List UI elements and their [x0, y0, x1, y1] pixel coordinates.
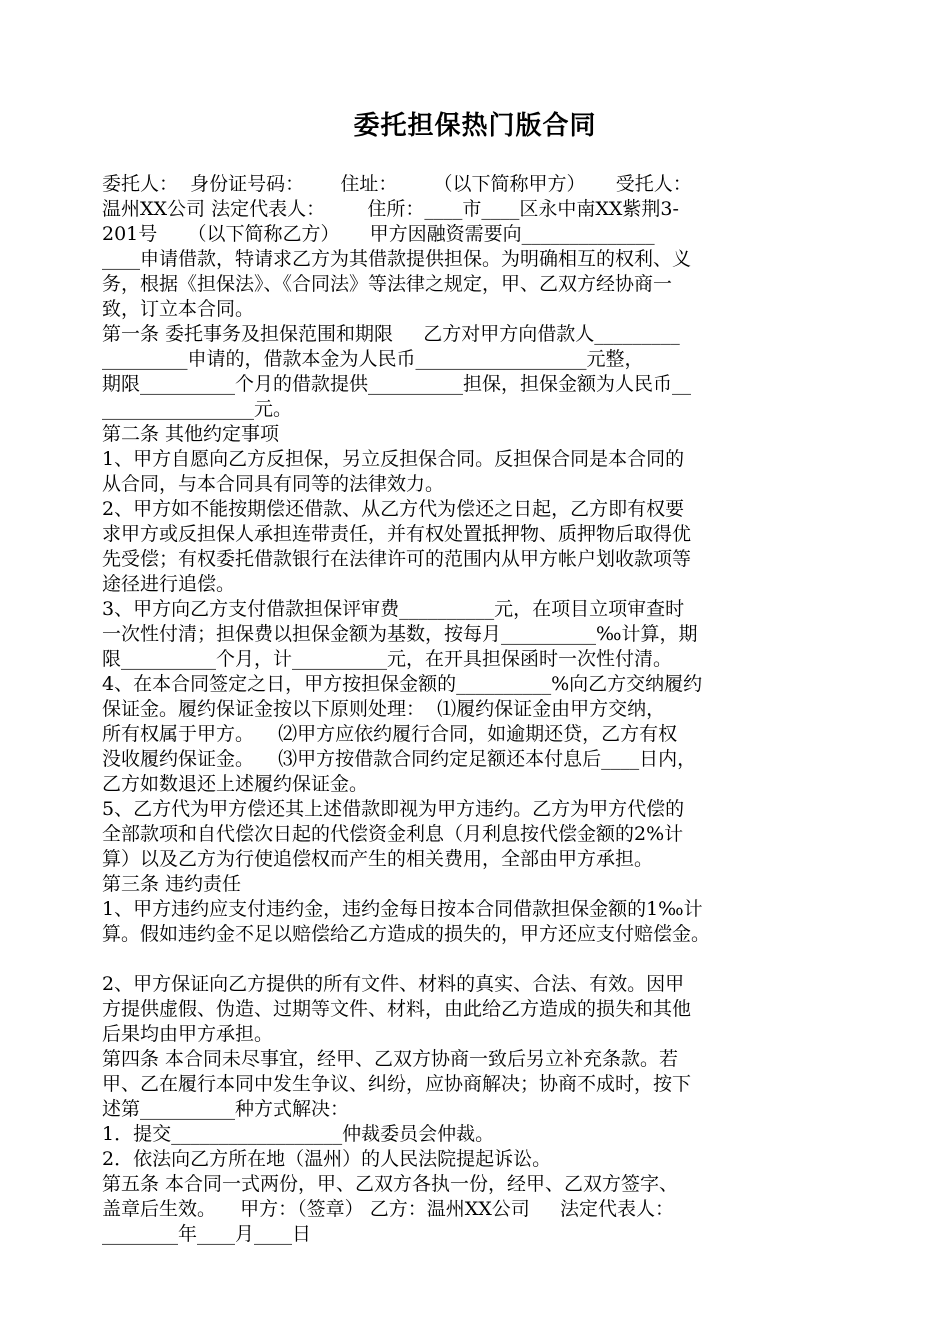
- text-line: 第五条 本合同一式两份，甲、乙双方各执一份，经甲、乙双方签字、: [102, 1173, 679, 1195]
- text-line: 2．依法向乙方所在地（温州）的人民法院提起诉讼。: [102, 1148, 552, 1170]
- text-line: 途径进行追偿。: [102, 573, 236, 595]
- text-line: 2、甲方保证向乙方提供的所有文件、材料的真实、合法、有效。因甲: [102, 973, 685, 995]
- text-line: 1、甲方违约应支付违约金，违约金每日按本合同借款担保金额的1‰计: [102, 898, 703, 920]
- text-line: 盖章后生效。 甲方：（签章） 乙方：温州XX公司 法定代表人：: [102, 1198, 674, 1220]
- text-line: 全部款项和自代偿次日起的代偿资金利息（月利息按代偿金额的2%计: [102, 823, 684, 845]
- text-line: ________________元。: [102, 398, 293, 420]
- text-line: 第二条 其他约定事项: [102, 423, 280, 445]
- text-line: 第三条 违约责任: [102, 873, 242, 895]
- text-line: 期限__________个月的借款提供__________担保，担保金额为人民币__: [102, 373, 692, 395]
- text-line: 先受偿；有权委托借款银行在法律许可的范围内从甲方帐户划收款项等: [102, 548, 692, 570]
- text-line: 从合同，与本合同具有同等的法律效力。: [102, 473, 445, 495]
- text-line: 方提供虚假、伪造、过期等文件、材料，由此给乙方造成的损失和其他: [102, 998, 692, 1020]
- document-body: [102, 172, 854, 1247]
- text-line: 委托人： 身份证号码： 住址： （以下简称甲方） 受托人：: [102, 173, 692, 195]
- text-line: ____申请借款，特请求乙方为其借款提供担保。为明确相互的权利、义: [102, 248, 692, 270]
- text-line: 乙方如数退还上述履约保证金。: [102, 773, 369, 795]
- text-line: 后果均由甲方承担。: [102, 1023, 274, 1045]
- text-line: _________申请的，借款本金为人民币__________________元整，: [102, 348, 644, 370]
- text-line: 4、在本合同签定之日，甲方按担保金额的__________%向乙方交纳履约: [102, 673, 703, 695]
- text-line: 2、甲方如不能按期偿还借款、从乙方代为偿还之日起，乙方即有权要: [102, 498, 685, 520]
- text-line: 201号 （以下简称乙方） 甲方因融资需要向______________: [102, 223, 655, 245]
- text-line: ________年____月____日: [102, 1223, 312, 1245]
- text-line: 甲、乙在履行本同中发生争议、纠纷，应协商解决；协商不成时，按下: [102, 1073, 692, 1095]
- text-line: 1．提交__________________仲裁委员会仲裁。: [102, 1123, 495, 1145]
- text-line: 5、乙方代为甲方偿还其上述借款即视为甲方违约。乙方为甲方代偿的: [102, 798, 685, 820]
- text-line: 一次性付清；担保费以担保金额为基数，按每月__________‰计算，期: [102, 623, 698, 645]
- text-line: 所有权属于甲方。 ⑵甲方应依约履行合同，如逾期还贷，乙方有权: [102, 723, 678, 745]
- text-line: 求甲方或反担保人承担连带责任，并有权处置抵押物、质押物后取得优: [102, 523, 692, 545]
- text-line: 保证金。履约保证金按以下原则处理： ⑴履约保证金由甲方交纳，: [102, 698, 666, 720]
- text-line: 1、甲方自愿向乙方反担保，另立反担保合同。反担保合同是本合同的: [102, 448, 685, 470]
- text-line: 致，订立本合同。: [102, 298, 255, 320]
- text-line: 第一条 委托事务及担保范围和期限 乙方对甲方向借款人_________: [102, 323, 680, 345]
- text-line: 限__________个月，计__________元，在开具担保函时一次性付清。: [102, 648, 673, 670]
- text-line: 温州XX公司 法定代表人： 住所：____市____区永中南XX紫荆3-: [102, 198, 679, 220]
- text-line: 3、甲方向乙方支付借款担保评审费__________元，在项目立项审查时: [102, 598, 685, 620]
- text-line: 算）以及乙方为行使追偿权而产生的相关费用，全部由甲方承担。: [102, 848, 654, 870]
- text-line: 务，根据《担保法》、《合同法》等法律之规定，甲、乙双方经协商一: [102, 273, 673, 295]
- blank-line: [102, 947, 854, 972]
- text-line: 算。假如违约金不足以赔偿给乙方造成的损失的，甲方还应支付赔偿金。: [102, 923, 711, 945]
- text-line: 没收履约保证金。 ⑶甲方按借款合同约定足额还本付息后____日内，: [102, 748, 697, 770]
- text-line: 述第__________种方式解决：: [102, 1098, 350, 1120]
- text-line: 第四条 本合同未尽事宜，经甲、乙双方协商一致后另立补充条款。若: [102, 1048, 679, 1070]
- document-title: 委托担保热门版合同: [353, 111, 597, 141]
